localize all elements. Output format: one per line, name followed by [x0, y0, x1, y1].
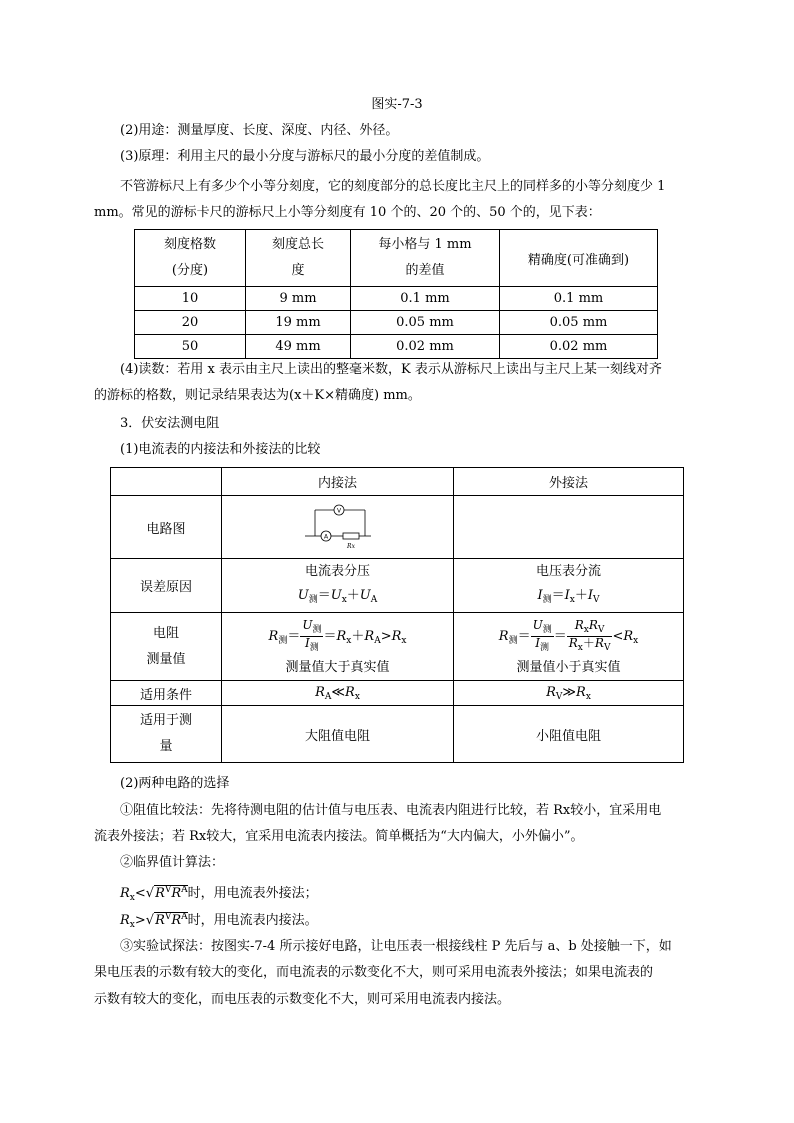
- table-row: [135, 335, 658, 359]
- table-cell: 0.02 mm: [351, 335, 500, 359]
- header-internal: 内接法: [222, 468, 454, 496]
- table-cell: 0.05 mm: [500, 311, 658, 335]
- apply-external: 小阻值电阻: [454, 706, 684, 763]
- row-label-measure: 电阻 测量值: [111, 613, 222, 681]
- method-3-line-3: 示数有较大的变化，而电压表的示数变化不大，则可采用电流表内接法。: [94, 992, 511, 1007]
- table-row: [135, 287, 658, 311]
- method-1-line-2: 流表外接法；若 Rx较大，宜采用电流表内接法。简单概括为“大内偏大，小外偏小”。: [94, 829, 584, 844]
- circuit-diagram-internal: [222, 496, 454, 559]
- row-label-circuit: 电路图: [111, 496, 222, 559]
- table-cell: 0.05 mm: [351, 311, 500, 335]
- table-cell: 20: [135, 311, 246, 335]
- table-row: [135, 311, 658, 335]
- table-cell: 0.02 mm: [500, 335, 658, 359]
- table-cell: 50: [135, 335, 246, 359]
- comparison-table: [110, 467, 684, 763]
- measure-internal: $R_测=$ $\frac{U_测}{I_测}$ $=R_x+R_A>R_x$ 测量值大于真实值: [222, 613, 454, 681]
- table-cell: [111, 468, 222, 496]
- svg-text:Rx: Rx: [346, 543, 355, 550]
- para-desc-1: 不管游标尺上有多少个小等分刻度，它的刻度部分的总长度比主尺上的同样多的小等分刻度少 1: [120, 179, 666, 194]
- table-cell: 9 mm: [246, 287, 351, 311]
- para-desc-2: mm。常见的游标卡尺的游标尺上小等分刻度有 10 个的、20 个的、50 个的，见下表：: [94, 205, 601, 220]
- para-use: (2)用途：测量厚度、长度、深度、内径、外径。: [120, 123, 399, 138]
- circuit-diagram-external: [454, 496, 684, 559]
- para-reading-2: 的游标的格数，则记录结果表达为(x＋K×精确度) mm。: [94, 388, 421, 403]
- table-cell: 0.1 mm: [351, 287, 500, 311]
- header-precision: 精确度(可准确到): [500, 230, 658, 287]
- error-internal: 电流表分压 $U_测=U_x+U_A$: [222, 559, 454, 613]
- header-external: 外接法: [454, 468, 684, 496]
- row-label-apply: 适用于测 量: [111, 706, 222, 763]
- section-heading-3: 3．伏安法测电阻: [120, 416, 220, 431]
- measure-external: $R_测=$ $\frac{U_测}{I_测}$ ＝ $\frac{R_xR_V}{R_x+R_V}$ $<R_x$ 测量值小于真实值: [454, 613, 684, 681]
- circuit-diagram: [303, 498, 373, 552]
- error-external: 电压表分流 $I_测=I_x+I_V$: [454, 559, 684, 613]
- vernier-table: [134, 229, 658, 359]
- apply-internal: 大阻值电阻: [222, 706, 454, 763]
- method-1-line-1: ①阻值比较法：先将待测电阻的估计值与电压表、电流表内阻进行比较，若 Rx较小，宜采用电: [120, 803, 662, 818]
- para-reading-1: (4)读数：若用 x 表示由主尺上读出的整毫米数，K 表示从游标尺上读出与主尺上某一刻线对齐: [120, 362, 662, 377]
- para-principle: (3)原理：利用主尺的最小分度与游标尺的最小分度的差值制成。: [120, 149, 490, 164]
- section-heading-3-1: (1)电流表的内接法和外接法的比较: [120, 442, 321, 457]
- header-difference: 每小格与 1 mm 的差值: [351, 230, 500, 287]
- svg-text:A: A: [323, 533, 328, 541]
- row-label-condition: 适用条件: [111, 681, 222, 706]
- header-divisions: 刻度格数 (分度): [135, 230, 246, 287]
- table-cell: 10: [135, 287, 246, 311]
- method-2-heading: ②临界值计算法：: [120, 855, 225, 870]
- table-cell: 19 mm: [246, 311, 351, 335]
- method-3-line-1: ③实验试探法：按图实-7-4 所示接好电路，让电压表一根接线柱 P 先后与 a、b 处接触一下，如: [120, 939, 672, 954]
- method-2-line-a: $R_x<√R^VR^A$时，用电流表外接法；: [120, 885, 318, 903]
- section-heading-3-2: (2)两种电路的选择: [120, 776, 230, 791]
- condition-external: $R_V≫R_x$: [454, 681, 684, 706]
- svg-text:V: V: [336, 507, 341, 515]
- table-cell: 49 mm: [246, 335, 351, 359]
- row-label-error: 误差原因: [111, 559, 222, 613]
- table-cell: 0.1 mm: [500, 287, 658, 311]
- figure-caption: 图实-7-3: [371, 97, 423, 112]
- method-2-line-b: $R_x>√R^VR^A$时，用电流表内接法。: [120, 912, 318, 930]
- header-total-length: 刻度总长 度: [246, 230, 351, 287]
- method-3-line-2: 果电压表的示数有较大的变化，而电流表的示数变化不大，则可采用电流表外接法；如果电流表的: [94, 965, 654, 980]
- condition-internal: $R_A≪R_x$: [222, 681, 454, 706]
